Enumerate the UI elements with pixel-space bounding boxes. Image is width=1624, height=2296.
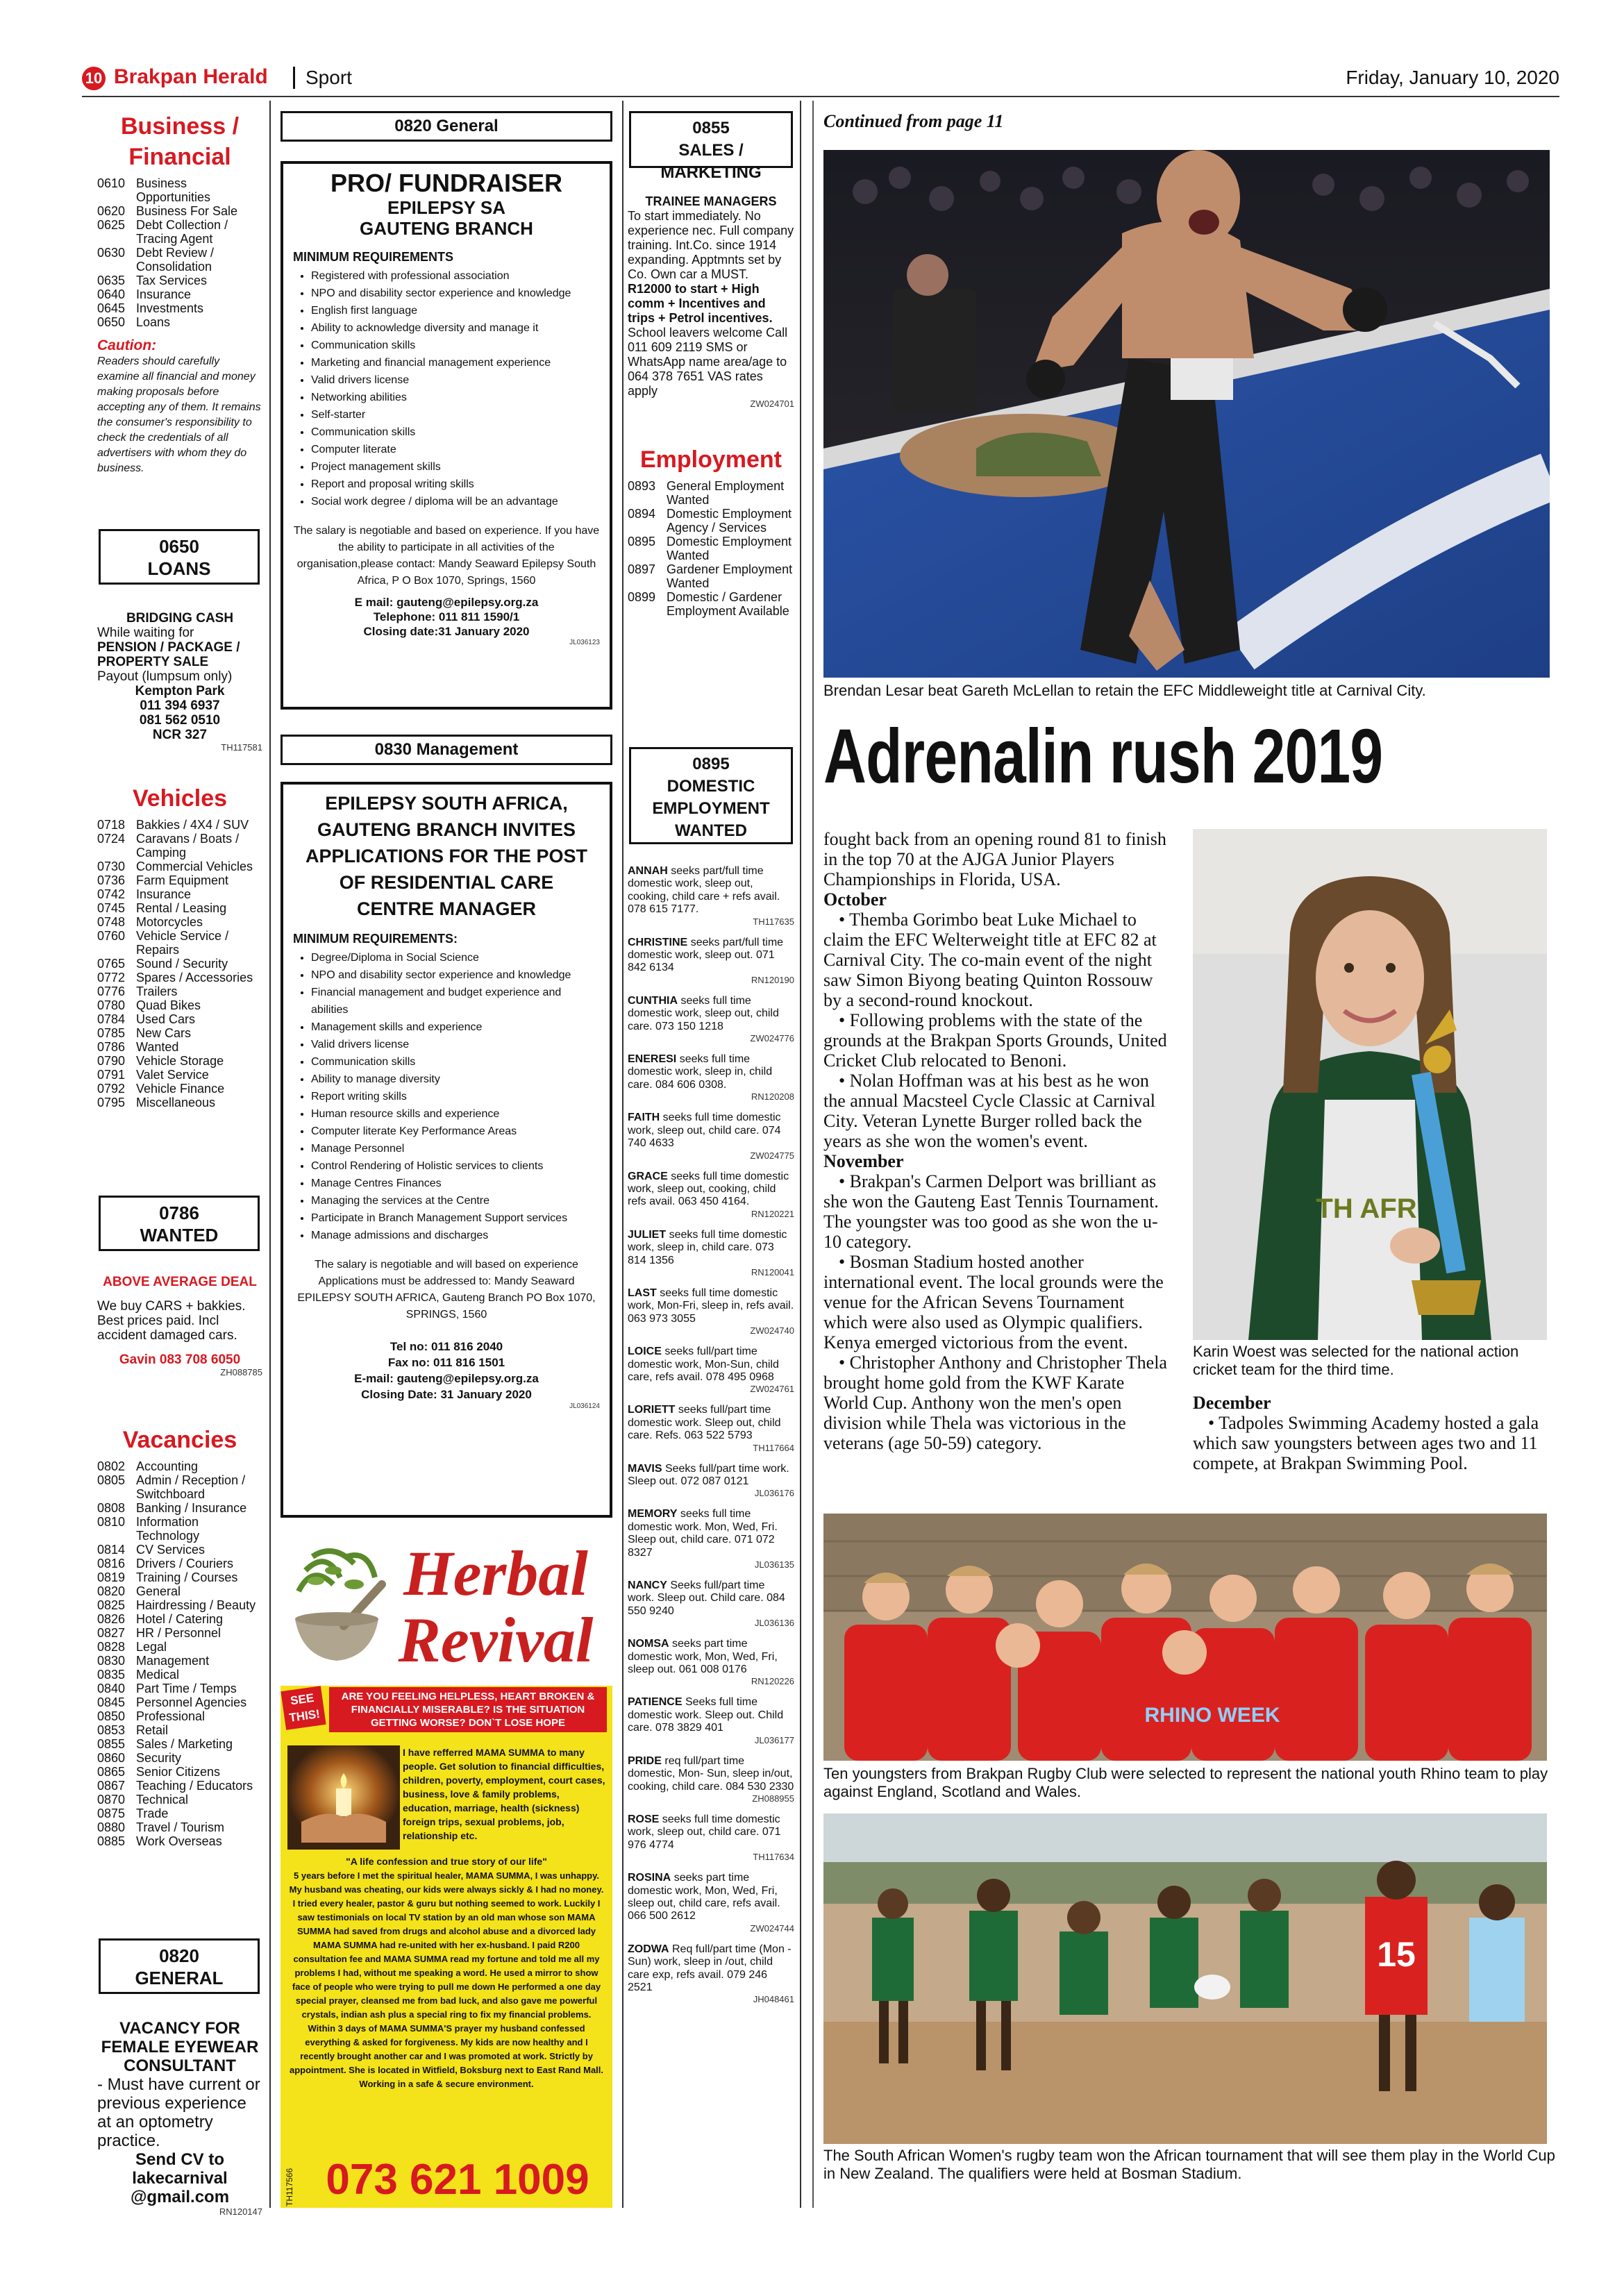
ad-fax: Fax no: 011 816 1501 [387, 1356, 505, 1369]
ad-ref: ZH088785 [220, 1367, 262, 1377]
requirement-item: • Communication skills [311, 337, 600, 354]
continued-note: Continued from page 11 [823, 111, 1004, 131]
caution-title: Caution: [97, 337, 157, 353]
ad-name: ANNAH [628, 865, 668, 877]
index-item: 0850 Professional [97, 1709, 206, 1723]
ad-name: ROSE [628, 1813, 660, 1825]
above-average-deal-ad [97, 1275, 262, 1377]
index-list [97, 176, 262, 329]
caution-text: Readers should carefully examine all financial and money making proposals before accepting any of them. It remains the consumer's responsibility to check the credentials of all advertisers with whom they do business. [97, 355, 261, 474]
ad-ref: JL036136 [754, 1618, 794, 1629]
index-item: 0893 General Employment Wanted [628, 479, 785, 507]
ad-title: PRO/ FUNDRAISER [330, 169, 563, 197]
ad-ref: ZW024776 [750, 1033, 794, 1044]
ad-name: LOICE [628, 1346, 662, 1358]
ad-ref: TH117634 [753, 1852, 794, 1863]
masthead: Brakpan Herald [114, 65, 268, 88]
column-divider [269, 101, 271, 2208]
requirement-item: • Control Rendering of Holistic services to clients [311, 1157, 600, 1175]
ad-phone: Tel no: 011 816 2040 [390, 1340, 503, 1353]
see-this-badge: SEE THIS! [281, 1686, 326, 1730]
requirements-title: MINIMUM REQUIREMENTS [293, 250, 453, 264]
category-label: LOANS [147, 558, 211, 579]
photo-mma-fighter [823, 150, 1550, 678]
ad-ref: ZW024761 [750, 1384, 794, 1395]
index-item: 0875 Trade [97, 1807, 169, 1820]
ad-ref: ZW024775 [750, 1150, 794, 1161]
ad-phone: 081 562 0510 [139, 713, 221, 728]
index-item: 0816 Drivers / Couriers [97, 1557, 234, 1570]
index-item: 0776 Trailers [97, 984, 178, 998]
candle-hands-image [287, 1745, 400, 1850]
index-item: 0730 Commercial Vehicles [97, 860, 253, 873]
requirement-item: • Computer literate Key Performance Areas [311, 1123, 600, 1140]
requirement-item: • Report and proposal writing skills [311, 476, 600, 493]
category-box-wanted [99, 1196, 260, 1251]
domestic-classified-ad [628, 1229, 794, 1277]
ad-name: ZODWA [628, 1943, 669, 1955]
index-item: 0620 Business For Sale [97, 204, 238, 218]
rugby-team-photo [823, 1514, 1547, 1761]
domestic-classified-ad [628, 937, 794, 985]
index-item: 0826 Hotel / Catering [97, 1612, 224, 1626]
ad-title: TRAINEE MANAGERS [645, 194, 777, 208]
requirement-item: • Self-starter [311, 406, 600, 424]
index-item: 0819 Training / Courses [97, 1570, 238, 1584]
ad-ref: RN120041 [751, 1266, 794, 1277]
ad-ref: JL036176 [754, 1488, 794, 1499]
ad-text: seeks part/full time domestic work, sleep out, cooking, child care + refs avail. 078 615 7177. [628, 865, 780, 916]
index-item: 0630 Debt Review / Consolidation [97, 246, 215, 274]
ad-text: seeks part time domestic work, Mon, Wed, Fri, sleep out, child care, refs avail. 066 500 2612 [628, 1872, 780, 1922]
ad-text: I have refferred MAMA SUMMA to many people. Get solution to financial difficulties, children, poverty, employment, court cases, business, love & family problems, education, marriage, health (sickness) foreign trips, sexual problems, job, relationship etc. [403, 1747, 605, 1841]
ad-title: EPILEPSY SOUTH AFRICA, GAUTENG BRANCH INVITES APPLICATIONS FOR THE POST OF RESIDENTIAL CARE CENTRE MANAGER [305, 793, 587, 919]
ad-text: seeks full/part time domestic work. Sleep out, child care. Refs. 063 522 5793 [628, 1404, 781, 1442]
article-paragraph: • Brakpan's Carmen Delport was brilliant as she won the Gauteng East Tennis Tournament. The youngster was too good as she won the u-10 category. [823, 1171, 1159, 1252]
ad-name: PRIDE [628, 1754, 662, 1767]
ad-closing: Closing date:31 January 2020 [363, 625, 530, 638]
vehicles-index [97, 783, 262, 1109]
shirt-text: TH AFR [1316, 1193, 1417, 1224]
index-item: 0808 Banking / Insurance [97, 1501, 247, 1515]
requirement-item: • Communication skills [311, 424, 600, 441]
ad-name: GRACE [628, 1170, 668, 1182]
index-item: 0880 Travel / Tourism [97, 1820, 225, 1834]
ad-text: To start immediately. No experience nec. Full company training. Int.Co. since 1914 expanding. Apptmnts set by Co. Own car a MUST. [628, 209, 794, 281]
ad-text: seeks full time domestic work, sleep out, cooking, child refs avail. 063 450 4164. [628, 1170, 789, 1208]
ad-text: seeks full time domestic work, sleep out, child care. 071 976 4774 [628, 1813, 781, 1851]
requirement-item: • Valid drivers license [311, 371, 600, 389]
ad-ref: RN120147 [219, 2206, 262, 2217]
ad-name: NANCY [628, 1579, 667, 1592]
ad-ref: RN120208 [751, 1091, 794, 1103]
employment-index [628, 444, 794, 618]
requirement-item: • English first language [311, 302, 600, 319]
domestic-classified-ad [628, 1813, 794, 1862]
article-paragraph: • Tadpoles Swimming Academy hosted a gala which saw youngsters between ages two and 11 compete, at Brakpan Swimming Pool. [1193, 1413, 1539, 1473]
requirement-item: • Manage admissions and discharges [311, 1227, 600, 1244]
index-title: Vehicles [132, 785, 228, 812]
ad-text: seeks full/part time domestic work, Mon-Sun, child care, refs avail. 078 495 0968 [628, 1346, 779, 1383]
domestic-classified-ad [628, 1053, 794, 1102]
ad-email: E-mail: gauteng@epilepsy.org.za [354, 1372, 539, 1385]
index-item: 0867 Teaching / Educators [97, 1779, 253, 1793]
article-body-december [1193, 1393, 1547, 1473]
domestic-classified-ad [628, 995, 794, 1044]
index-item: 0860 Security [97, 1751, 182, 1765]
ad-closing: Closing Date: 31 January 2020 [361, 1388, 532, 1401]
index-item: 0865 Senior Citizens [97, 1765, 221, 1779]
requirement-item: • Computer literate [311, 441, 600, 458]
ad-phone: 011 394 6937 [140, 698, 220, 713]
category-code: 0895 [692, 755, 730, 773]
index-item: 0786 Wanted [97, 1040, 179, 1054]
domestic-classified-ad [628, 1696, 794, 1745]
ad-line: PROPERTY SALE [97, 655, 209, 669]
ad-text: The salary is negotiable and will based on experience Applications must be addressed to: Mandy Seaward EPILEPSY SOUTH AFRICA, Gauteng Branch PO Box 1070, SPRINGS, 1560 [297, 1259, 596, 1321]
domestic-classified-ad [628, 1171, 794, 1219]
article-paragraph: • Themba Gorimbo beat Luke Michael to claim the EFC Welterweight title at EFC 82 at Carnival City. The co-main event of the night saw Simon Biyong beating Quinton Rossouw by a second-round knockout. [823, 910, 1157, 1010]
requirement-item: • Financial management and budget experience and abilities [311, 984, 600, 1019]
ad-phone: Telephone: 011 811 1590/1 [373, 610, 520, 623]
month-heading: October [823, 889, 887, 910]
index-item: 0894 Domestic Employment Agency / Services [628, 507, 792, 535]
business-financial-index [97, 111, 262, 476]
requirement-item: • Managing the services at the Centre [311, 1192, 600, 1209]
page-header [82, 64, 1559, 93]
ad-branch: GAUTENG BRANCH [360, 218, 533, 239]
ad-text: seeks part time domestic work, Mon, Wed, Fri, sleep out. 061 008 0176 [628, 1638, 778, 1676]
ad-name: MAVIS [628, 1462, 662, 1475]
category-label: GENERAL [135, 1968, 224, 1988]
ad-org: EPILEPSY SA [387, 197, 506, 218]
requirement-item: • Management skills and experience [311, 1019, 600, 1036]
index-item: 0790 Vehicle Storage [97, 1054, 224, 1068]
ad-line: Payout (lumpsum only) [97, 669, 233, 684]
requirements-list [293, 267, 600, 510]
index-item: 0899 Domestic / Gardener Employment Available [628, 590, 789, 618]
index-item: 0745 Rental / Leasing [97, 901, 227, 915]
index-item: 0772 Spares / Accessories [97, 971, 253, 984]
ad-text: R12000 to start + High comm + Incentives and trips + Petrol incentives. [628, 282, 773, 325]
index-item: 0640 Insurance [97, 287, 192, 301]
ad-line: NCR 327 [152, 728, 208, 742]
ad-text: seeks full time domestic work, Mon-Fri, sleep in, refs avail. 063 973 3055 [628, 1287, 794, 1325]
photo-trophy-girl [1193, 829, 1547, 1340]
photo-caption: Ten youngsters from Brakpan Rugby Club were selected to represent the national youth Rhino team to play against England, Scotland and Wales. [823, 1765, 1548, 1800]
ad-ref: ZW024701 [750, 399, 794, 409]
vacancies-index [97, 1425, 262, 1848]
index-item: 0830 Management [97, 1654, 210, 1668]
ad-text: - Must have current or previous experience at an optometry practice. [97, 2075, 260, 2150]
ad-line: PENSION / PACKAGE / [97, 640, 240, 655]
index-item: 0802 Accounting [97, 1459, 199, 1473]
ad-text: seeks full time domestic work. Mon, Wed, Fri. Sleep out, child care. 071 072 8327 [628, 1508, 778, 1559]
category-code: 0786 [159, 1203, 199, 1223]
index-item: 0845 Personnel Agencies [97, 1695, 247, 1709]
ad-ref: JH048461 [753, 1994, 794, 2005]
category-header-general: 0820 General [281, 111, 612, 142]
pro-fundraiser-ad [281, 161, 612, 710]
ad-text: Seeks full time domestic work. Sleep out. Child care. 078 3829 401 [628, 1696, 784, 1734]
domestic-classified-ad [628, 1508, 794, 1570]
index-item: 0895 Domestic Employment Wanted [628, 535, 792, 562]
ad-ref: TH117635 [753, 916, 794, 927]
index-item: 0795 Miscellaneous [97, 1096, 216, 1109]
category-box-general [99, 1938, 260, 1994]
issue-date: Friday, January 10, 2020 [1346, 67, 1559, 88]
ad-name: CHRISTINE [628, 936, 688, 948]
index-item: 0610 Business Opportunities [97, 176, 211, 204]
index-item: 0805 Admin / Reception / Switchboard [97, 1473, 246, 1501]
photo-caption: Brendan Lesar beat Gareth McLellan to retain the EFC Middleweight title at Carnival City. [823, 682, 1426, 699]
bridging-cash-ad [97, 611, 262, 753]
requirement-item: • Registered with professional association [311, 267, 600, 285]
index-title: Employment [639, 446, 782, 473]
ad-ref: JL036135 [754, 1559, 794, 1570]
index-item: 0718 Bakkies / 4X4 / SUV [97, 818, 249, 832]
requirement-item: • Participate in Branch Management Support services [311, 1209, 600, 1227]
index-item: 0635 Tax Services [97, 274, 208, 287]
photo-caption: The South African Women's rugby team won the African tournament that will see them play in the World Cup in New Zealand. The qualifiers were held at Bosman Stadium. [823, 2147, 1555, 2182]
requirement-item: • Communication skills [311, 1053, 600, 1071]
article-paragraph: • Bosman Stadium hosted another international event. The local grounds were the venue for the African Sevens Tournament which were also used as Olympic qualifiers. Kenya emerged victorious from the event. [823, 1252, 1164, 1352]
requirement-item: • Manage Centres Finances [311, 1175, 600, 1192]
category-label: WANTED [140, 1225, 219, 1246]
index-item: 0748 Motorcycles [97, 915, 203, 929]
index-item: 0765 Sound / Security [97, 957, 228, 971]
ad-ref: RN120221 [751, 1208, 794, 1219]
ad-ref: ZH088955 [752, 1793, 794, 1804]
article-paragraph: • Nolan Hoffman was at his best as he won the annual Macsteel Cycle Classic at Carnival City. Veteran Lynette Burger rolled back the years as she won the women's event. [823, 1071, 1155, 1151]
domestic-classified-ad [628, 1463, 794, 1499]
requirement-item: • Ability to acknowledge diversity and manage it [311, 319, 600, 337]
index-item: 0827 HR / Personnel [97, 1626, 221, 1640]
index-item: 0835 Medical [97, 1668, 180, 1682]
index-item: 0870 Technical [97, 1793, 189, 1807]
ad-text: seeks full time domestic work, sleep out, child care. 073 150 1218 [628, 994, 779, 1032]
ad-ref: TH117664 [753, 1442, 794, 1453]
section-label: Sport [305, 67, 352, 88]
index-item: 0724 Caravans / Boats / Camping [97, 832, 240, 860]
ad-text: seeks full time domestic work, sleep in, child care. 073 814 1356 [628, 1228, 787, 1266]
index-list [97, 818, 262, 1109]
index-item: 0791 Valet Service [97, 1068, 209, 1082]
care-centre-manager-ad [281, 782, 612, 1518]
ad-text: Req full/part time (Mon - Sun) work, sleep in /out, child care exp, refs avail. 079 246 2521 [628, 1943, 792, 1993]
ad-text: School leavers welcome Call 011 609 2119 SMS or WhatsApp name area/age to 064 378 7651 VAS rates apply [628, 326, 788, 398]
ad-ref: ZW024744 [750, 1922, 794, 1934]
ad-title: ABOVE AVERAGE DEAL [103, 1275, 257, 1289]
ad-line: Kempton Park [135, 684, 225, 698]
index-list [97, 1459, 262, 1848]
ad-name: NOMSA [628, 1638, 669, 1650]
requirement-item: • Valid drivers license [311, 1036, 600, 1053]
ad-ref: ZW024740 [750, 1325, 794, 1336]
column-divider [812, 101, 814, 2208]
ad-name: LORIETT [628, 1404, 676, 1416]
index-item: 0785 New Cars [97, 1026, 192, 1040]
ad-text: seeks full time domestic work, sleep out, child care. 074 740 4633 [628, 1112, 781, 1150]
index-item: 0825 Hairdressing / Beauty [97, 1598, 256, 1612]
index-item: 0645 Investments [97, 301, 204, 315]
article-paragraph: fought back from an opening round 81 to finish in the top 70 at the AJGA Junior Players Championships in Florida, USA. [823, 829, 1166, 889]
mma-photo [823, 150, 1550, 678]
index-item: 0855 Sales / Marketing [97, 1737, 233, 1751]
trainee-managers-ad [628, 194, 794, 409]
month-heading: November [823, 1151, 904, 1171]
domestic-classified-ad [628, 1346, 794, 1394]
category-code: 0820 [159, 1945, 199, 1966]
candle-icon [287, 1745, 400, 1850]
category-box-loans [99, 529, 260, 585]
ad-ref: RN120190 [751, 974, 794, 985]
ad-phone: 073 621 1009 [326, 2156, 589, 2204]
ad-ref: TH117566 [285, 2168, 294, 2206]
index-title: Business / Financial [120, 113, 240, 170]
category-code: 0650 [159, 536, 199, 557]
ad-name: LAST [628, 1287, 657, 1299]
rhino-shirt-text: RHINO WEEK [1144, 1704, 1280, 1727]
ad-name: MEMORY [628, 1508, 678, 1520]
ad-contact: Gavin 083 708 6050 [119, 1352, 241, 1367]
domestic-classified-ad [628, 1404, 794, 1452]
domestic-classified-ad [628, 1112, 794, 1160]
ad-name: FAITH [628, 1112, 660, 1124]
ad-story: 5 years before I met the spiritual healer, MAMA SUMMA, I was unhappy. My husband was cheating, our kids were always sickly & I had no money. I tried every healer, pastor & guru but nothing seemed to work. Luckily I saw testimonials on local TV station by an old man whose son MAMA SUMMA had saved from drugs and alcohol abuse and a divorced lady MAMA SUMMA had re-united with her ex-husband. I paid R200 consultation fee and MAMA SUMMA read my fortune and told me all my problems I had, without me speaking a word. He used a mirror to show face of people who were trying to pull me down He performed a one day special prayer, cleansed me from bad luck, and also gave me powerful crystals, indian ash plus a special ring to fix my financial problems. Within 3 days of MAMA SUMMA'S prayer my husband confessed everything & asked for forgiveness. My kids are now healthy and I recently brought another car and I was promoted at work. Strictly by appointment. She is located in Witfield, Boksburg next to East Rand Mall. Working in a safe & secure environment. [289, 1870, 604, 2089]
article-body [823, 829, 1169, 1453]
ad-name: ROSINA [628, 1872, 671, 1884]
domestic-classified-ad [628, 1943, 794, 2005]
ad-text: req full/part time domestic, Mon- Sun, sleep in/out, cooking, child care. 084 530 2330 [628, 1754, 794, 1793]
photo-caption: Karin Woest was selected for the national action cricket team for the third time. [1193, 1343, 1519, 1378]
requirements-list [293, 949, 600, 1244]
category-header-management: 0830 Management [281, 735, 612, 765]
index-item: 0780 Quad Bikes [97, 998, 201, 1012]
category-label: SALES / MARKETING [660, 141, 762, 182]
requirement-item: • Human resource skills and experience [311, 1105, 600, 1123]
domestic-classified-ad [628, 1287, 794, 1336]
domestic-classified-ad [628, 1872, 794, 1934]
requirement-item: • Social work degree / diploma will be an advantage [311, 493, 600, 510]
header-rule [82, 96, 1559, 97]
index-item: 0853 Retail [97, 1723, 169, 1737]
herbal-revival-ad [281, 1534, 612, 2208]
herb-bowl-illustration [285, 1543, 389, 1668]
ad-name: CUNTHIA [628, 994, 678, 1007]
domestic-classified-ad [628, 1755, 794, 1804]
ad-ref: JL036123 [569, 639, 600, 646]
ad-email: E mail: gauteng@epilepsy.org.za [354, 596, 539, 609]
ad-title: VACANCY FOR FEMALE EYEWEAR CONSULTANT [101, 2019, 259, 2075]
ad-text: Seeks full/part time work. Sleep out. Child care. 084 550 9240 [628, 1579, 785, 1617]
column-divider [800, 101, 801, 2208]
requirement-item: • Report writing skills [311, 1088, 600, 1105]
requirement-item: • Ability to manage diversity [311, 1071, 600, 1088]
ad-text: Seeks full/part time work. Sleep out. 072 087 0121 [628, 1462, 789, 1487]
category-label: DOMESTIC EMPLOYMENT WANTED [652, 777, 770, 840]
column-divider [622, 101, 623, 2208]
eyewear-consultant-ad [97, 2019, 262, 2217]
page-number: 10 [82, 67, 106, 90]
womens-rugby-photo [823, 1813, 1547, 2144]
ad-text: Send CV to [135, 2150, 224, 2169]
ad-name: JULIET [628, 1228, 667, 1241]
index-item: 0820 General [97, 1584, 181, 1598]
index-item: 0828 Legal [97, 1640, 167, 1654]
index-item: 0814 CV Services [97, 1543, 206, 1557]
index-list [628, 479, 794, 618]
domestic-classified-ad [628, 1579, 794, 1628]
index-item: 0897 Gardener Employment Wanted [628, 562, 793, 590]
article-paragraph: • Christopher Anthony and Christopher Thela brought home gold from the KWF Karate World Cup. Anthony won the men's open division while Thela was victorious in the veterans (age 50-59) category. [823, 1352, 1167, 1453]
requirement-item: • Manage Personnel [311, 1140, 600, 1157]
photo-womens-rugby [823, 1813, 1547, 2144]
requirement-item: • NPO and disability sector experience and knowledge [311, 285, 600, 302]
ad-title: BRIDGING CASH [126, 611, 234, 626]
ad-text: The salary is negotiable and based on experience. If you have the ability to participate in all activities of the organisation,please contact: Mandy Seaward Epilepsy South Africa, P O Box 1070, Springs, 1560 [293, 525, 600, 587]
ad-headline: ARE YOU FEELING HELPLESS, HEART BROKEN & FINANCIALLY MISERABLE? IS THE SITUATION GETTING WORSE? DON`T LOSE HOPE [329, 1687, 607, 1732]
ad-ref: RN120226 [751, 1676, 794, 1687]
domestic-classified-ad [628, 1638, 794, 1686]
ad-text: We buy CARS + bakkies. Best prices paid. Incl accident damaged cars. [97, 1299, 246, 1343]
ad-ref: JL036177 [754, 1734, 794, 1745]
ad-ref: JL036124 [569, 1402, 600, 1410]
article-paragraph: • Following problems with the state of the grounds at the Brakpan Sports Grounds, United Cricket Club relocated to Benoni. [823, 1010, 1167, 1071]
index-item: 0736 Farm Equipment [97, 873, 229, 887]
ad-title: Revival [398, 1604, 594, 1675]
requirements-title: MINIMUM REQUIREMENTS: [293, 932, 458, 946]
trophy-photo [1193, 829, 1547, 1340]
ad-ref: TH117581 [221, 742, 262, 753]
category-box-domestic-employment-wanted [629, 747, 793, 844]
index-item: 0760 Vehicle Service / Repairs [97, 929, 229, 957]
domestic-ads-list [628, 865, 794, 2014]
category-box-sales-marketing [629, 111, 793, 182]
photo-rugby-youngsters [823, 1514, 1547, 1761]
requirement-item: • Networking abilities [311, 389, 600, 406]
requirement-item: • Degree/Diploma in Social Science [311, 949, 600, 966]
ad-title: Herbal [403, 1538, 588, 1609]
index-item: 0792 Vehicle Finance [97, 1082, 225, 1096]
requirement-item: • NPO and disability sector experience and knowledge [311, 966, 600, 984]
ad-text: seeks part/full time domestic work, sleep out. 071 842 6134 [628, 936, 784, 974]
index-title: Vacancies [122, 1427, 237, 1453]
index-item: 0784 Used Cars [97, 1012, 196, 1026]
ad-name: ENERESI [628, 1053, 677, 1066]
ad-email: lakecarnival @gmail.com [130, 2169, 230, 2206]
ad-text: seeks full time domestic work, sleep in, child care. 084 606 0308. [628, 1053, 773, 1091]
ad-quote: "A life confession and true story of our life" [346, 1856, 547, 1867]
domestic-classified-ad [628, 865, 794, 927]
index-item: 0742 Insurance [97, 887, 192, 901]
ad-name: PATIENCE [628, 1696, 683, 1709]
article-headline: Adrenalin rush 2019 [823, 714, 1383, 799]
index-item: 0810 Information Technology [97, 1515, 200, 1543]
ad-line: While waiting for [97, 626, 194, 640]
index-item: 0650 Loans [97, 315, 171, 329]
index-item: 0625 Debt Collection / Tracing Agent [97, 218, 228, 246]
month-heading: December [1193, 1393, 1271, 1413]
requirement-item: • Marketing and financial management experience [311, 354, 600, 371]
category-code: 0855 [692, 119, 730, 137]
jersey-number: 15 [1377, 1935, 1416, 1974]
index-item: 0840 Part Time / Temps [97, 1682, 237, 1695]
requirement-item: • Project management skills [311, 458, 600, 476]
index-item: 0885 Work Overseas [97, 1834, 222, 1848]
